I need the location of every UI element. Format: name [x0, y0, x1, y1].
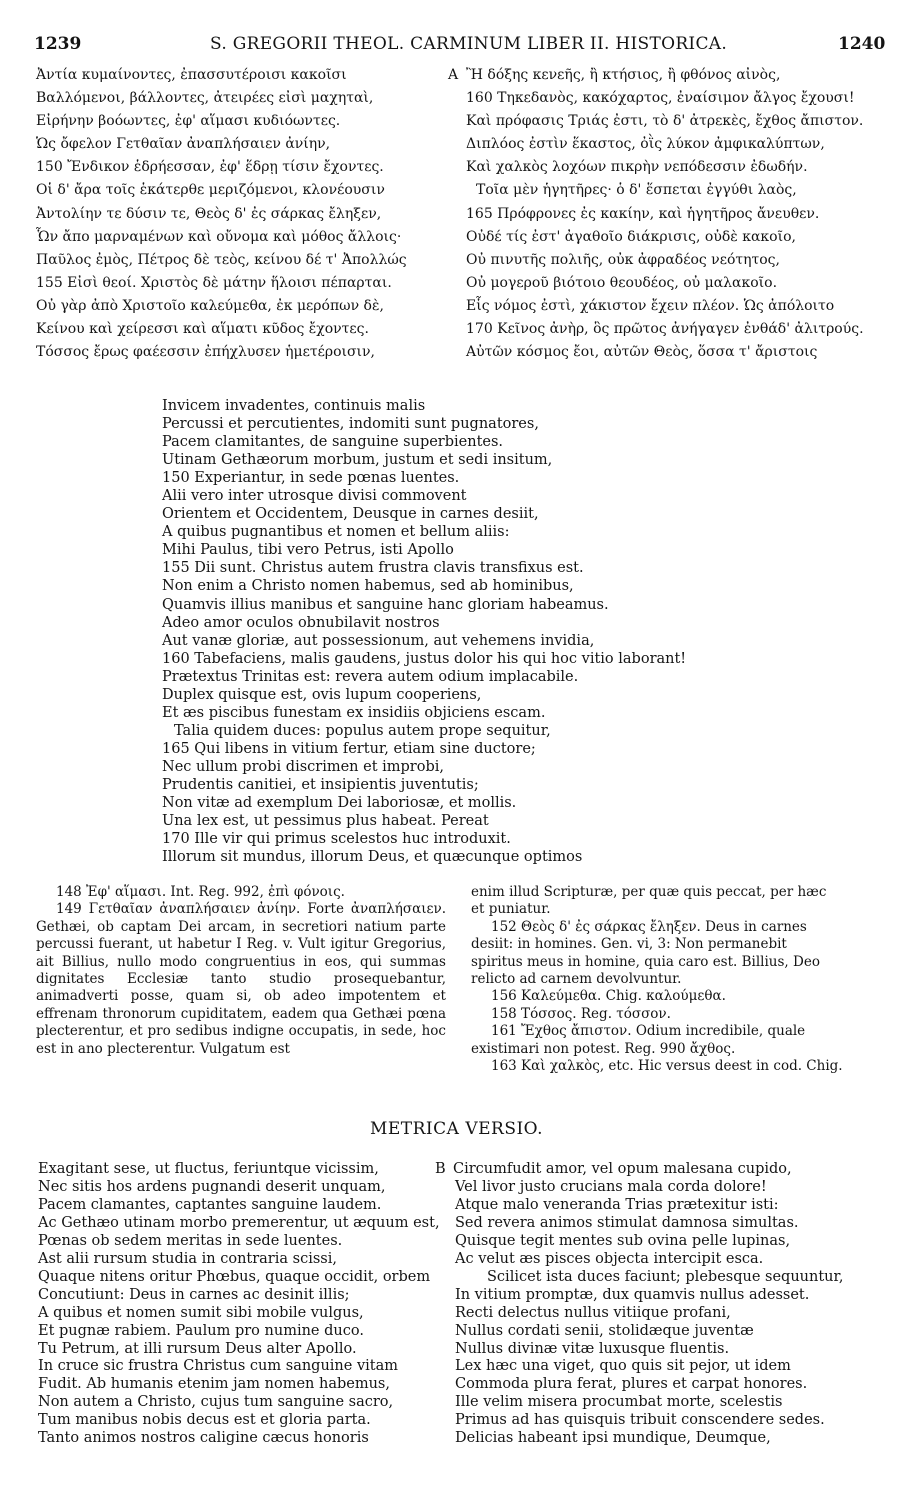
page-number-right: 1240 [838, 34, 886, 54]
greek-line: 160 Τηκεδανὸς, κακόχαρτος, ἐναίσιμον ἄλγος ἔχουσι! [466, 90, 855, 107]
footnote-line: spiritus meus in homine, quia caro est. Billius, Deo [471, 953, 820, 970]
footnote-line: desiit: in homines. Gen. vi, 3: Non permanebit [471, 936, 787, 953]
greek-line: 150 Ἔνδικον ἑδρήεσσαν, ἐφ' ἕδρῃ τίσιν ἔχοντες. [36, 159, 384, 176]
latin-line: Nec ullum probi discrimen et improbi, [162, 758, 444, 775]
footnote-line: existimari non potest. Reg. 990 ἄχθος. [471, 1040, 736, 1057]
greek-text-right-column [448, 64, 864, 364]
verse-line: Commoda plura ferat, plures et carpat honores. [455, 1376, 808, 1393]
footnote-line: 158 Τόσσος. Reg. τόσσον. [491, 1005, 671, 1022]
latin-line: Illorum sit mundus, illorum Deus, et quæcunque optimos [162, 849, 583, 866]
greek-line: Παῦλος ἐμὸς, Πέτρος δὲ τεὸς, κείνου δέ τ' Ἀπολλώς [36, 251, 407, 268]
latin-line: 160 Tabefaciens, malis gaudens, justus dolor his qui hoc vitio laborant! [162, 650, 687, 667]
greek-line: Οὐ μογεροῦ βιότοιο θεουδέος, οὐ μαλακοῖο. [466, 274, 778, 291]
verse-line: Lex hæc una viget, quo quis sit pejor, ut idem [455, 1358, 791, 1375]
latin-line: Percussi et percutientes, indomiti sunt pugnatores, [162, 416, 539, 433]
greek-line: Καὶ πρόφασις Τριάς ἐστι, τὸ δ' ἀτρεκὲς, ἔχθος ἄπιστον. [466, 113, 864, 130]
verse-line: Recti delectus nullus vitiique profani, [455, 1304, 731, 1321]
greek-line: Οὐ γὰρ ἀπὸ Χριστοῖο καλεύμεθα, ἐκ μερόπων δὲ, [36, 297, 384, 314]
latin-line: 155 Dii sunt. Christus autem frustra clavis transfixus est. [162, 560, 584, 577]
latin-line: Non enim a Christo nomen habemus, sed ab hominibus, [162, 578, 574, 595]
verse-line: Non autem a Christo, cujus tum sanguine sacro, [38, 1394, 394, 1411]
latin-line: Prætextus Trinitas est: revera autem odium implacabile. [162, 668, 579, 685]
greek-line: Ἢ δόξης κενεῆς, ἢ κτήσιος, ἢ φθόνος αἰνὸς, [466, 67, 781, 83]
footnote-line: 161 Ἔχθος ἄπιστον. Odium incredibile, quale [491, 1023, 806, 1040]
verse-line: Nec sitis hos ardens pugnandi deserit unquam, [38, 1178, 386, 1195]
greek-line: Ὧν ἄπο μαρναμένων καὶ οὔνομα καὶ μόθος ἄλλοις· [36, 228, 402, 245]
section-title: METRICA VERSIO. [369, 1119, 544, 1139]
greek-line: Βαλλόμενοι, βάλλοντες, ἀτειρέες εἰσὶ μαχηταὶ, [36, 90, 374, 107]
verse-line: Scilicet ista duces faciunt; plebesque sequuntur, [487, 1268, 844, 1285]
verse-line: Et pugnæ rabiem. Paulum pro numine duco. [38, 1322, 364, 1339]
page-number-left: 1239 [34, 34, 82, 54]
footnote-line: 152 Θεὸς δ' ἐς σάρκας ἔληξεν. Deus in carnes [491, 918, 807, 935]
latin-line: Non vitæ ad exemplum Dei laboriosæ, et mollis. [162, 795, 517, 812]
column-marker-b: B [435, 1161, 446, 1177]
verse-line: Pacem clamantes, captantes sanguine laudem. [38, 1196, 382, 1213]
latin-line: Duplex quisque est, ovis lupum cooperiens, [162, 686, 482, 703]
verse-line: Quisque tegit mentes sub ovina pelle lupinas, [455, 1232, 791, 1249]
verse-line: Tanto animos nostros caligine cæcus honoris [38, 1430, 369, 1447]
greek-text-left-column [36, 64, 407, 364]
verse-line: Sed revera animos stimulat damnosa simultas. [455, 1214, 799, 1231]
greek-line: Ἀντολίην τε δύσιν τε, Θεὸς δ' ἐς σάρκας ἔληξεν, [36, 205, 382, 222]
latin-line: Talia quidem duces: populus autem prope sequitur, [174, 722, 551, 739]
latin-line: A quibus pugnantibus et nomen et bellum aliis: [162, 524, 510, 541]
greek-line: Οἱ δ' ἄρα τοῖς ἑκάτερθε μεριζόμενοι, κλονέουσιν [36, 182, 385, 199]
verse-line: Ille velim misera procumbat morte, scelestis [455, 1394, 783, 1411]
greek-line: Τοῖα μὲν ἡγητῆρες· ὁ δ' ἕσπεται ἐγγύθι λαὸς, [476, 182, 797, 199]
latin-line: Orientem et Occidentem, Deusque in carnes desiit, [162, 506, 539, 523]
verse-line: In vitium promptæ, dux quamvis nullus adesset. [455, 1286, 810, 1303]
latin-line: Adeo amor oculos obnubilavit nostros [162, 614, 440, 631]
greek-line: Ὡς ὄφελον Γετθαῖαν ἀναπλήσαιεν ἀνίην, [36, 136, 331, 153]
verse-right-column [435, 1161, 844, 1448]
greek-line: Εἰρήνην βοόωντες, ἐφ' αἵμασι κυδιόωντες. [36, 113, 341, 130]
greek-line: Τόσσος ἔρως φαέεσσιν ἐπήχλυσεν ἡμετέροισιν, [36, 344, 376, 361]
latin-line: 170 Ille vir qui primus scelestos huc introduxit. [162, 831, 511, 848]
footnote-line: relicto ad carnem devolvuntur. [471, 971, 682, 988]
greek-line: Εἷς νόμος ἐστὶ, χάκιστον ἔχειν πλέον. Ὡς ἀπόλοιτο [466, 297, 835, 314]
latin-line: Prudentis canitiei, et insipientis juventutis; [162, 776, 479, 793]
latin-line: Alii vero inter utrosque divisi commovent [162, 488, 467, 505]
verse-line: Nullus divinæ vitæ luxusque fluentis. [455, 1340, 730, 1357]
greek-line: 165 Πρόφρονες ἐς κακίην, καὶ ἡγητῆρος ἄνευθεν. [466, 205, 820, 222]
verse-line: Tum manibus nobis decus est et gloria parta. [38, 1412, 371, 1429]
verse-line: Pœnas ob sedem meritas in sede luentes. [38, 1232, 343, 1249]
verse-line: Concutiunt: Deus in carnes ac desinit illis; [38, 1286, 350, 1303]
greek-line: Κείνου καὶ χείρεσσι καὶ αἵματι κῦδος ἔχοντες. [36, 321, 369, 338]
footnote-line: 163 Καὶ χαλκὸς, etc. Hic versus deest in cod. Chig. [491, 1058, 843, 1075]
notes-right-column [471, 884, 883, 1075]
latin-line: Utinam Gethæorum morbum, justum et sedi insitum, [162, 452, 553, 469]
verse-line: Quaque nitens oritur Phœbus, quaque occidit, orbem [38, 1268, 431, 1285]
latin-line: 165 Qui libens in vitium fertur, etiam sine ductore; [162, 740, 536, 757]
footnote-line: et puniatur. [471, 901, 551, 918]
verse-line: Ast alii rursum studia in contraria scissi, [38, 1250, 337, 1267]
latin-line: Quamvis illius manibus et sanguine hanc gloriam habeamus. [162, 596, 609, 613]
footnote-line: 156 Καλεύμεθα. Chig. καλούμεθα. [491, 988, 726, 1005]
verse-line: Delicias habeant ipsi mundique, Deumque, [455, 1430, 771, 1447]
notes-left-column [36, 884, 446, 1058]
greek-line: Ἀντία κυμαίνοντες, ἐπασσυτέροισι κακοῖσι [36, 67, 347, 83]
latin-line: Mihi Paulus, tibi vero Petrus, isti Apollo [162, 542, 454, 559]
verse-line: A quibus et nomen sumit sibi mobile vulgus, [38, 1304, 364, 1321]
verse-line: In cruce sic frustra Christus cum sanguine vitam [38, 1358, 399, 1375]
verse-line: Fudit. Ab humanis etenim jam nomen habemus, [38, 1376, 390, 1393]
latin-line: 150 Experiantur, in sede pœnas luentes. [162, 470, 460, 487]
latin-line: Et æs piscibus funestam ex insidiis objiciens escam. [162, 704, 546, 721]
verse-line: Exagitant sese, ut fluctus, feriuntque vicissim, [38, 1161, 379, 1177]
greek-line: 155 Εἰσὶ θεοί. Χριστὸς δὲ μάτην ἥλοισι πέπαρται. [36, 274, 392, 291]
greek-line: Οὐ πινυτῆς πολιῆς, οὐκ ἀφραδέος νεότητος, [466, 251, 780, 268]
verse-line: Atque malo veneranda Trias prætexitur isti: [455, 1196, 779, 1213]
latin-line: Una lex est, ut pessimus plus habeat. Pereat [162, 813, 489, 830]
footnote: 148 Ἐφ' αἵμασι. Int. Reg. 992, ἐπὶ φόνοις. [56, 884, 345, 900]
verse-line: Ac Gethæo utinam morbo premerentur, ut æquum est, [38, 1214, 440, 1231]
verse-line: Circumfudit amor, vel opum malesana cupido, [453, 1161, 792, 1177]
latin-line: Pacem clamitantes, de sanguine superbientes. [162, 434, 504, 451]
running-head: S. GREGORII THEOL. CARMINUM LIBER II. HISTORICA. [210, 34, 728, 54]
column-marker-a: A [448, 67, 459, 83]
footnote-line: enim illud Scripturæ, per quæ quis peccat, per hæc [471, 884, 827, 900]
verse-line: Ac velut æs pisces objecta intercipit esca. [455, 1250, 764, 1267]
greek-line: Οὐδέ τίς ἐστ' ἀγαθοῖο διάκρισις, οὐδὲ κακοῖο, [466, 228, 796, 245]
latin-line: Invicem invadentes, continuis malis [162, 398, 426, 414]
latin-translation [162, 397, 686, 866]
footnote: 149 Γετθαῖαν ἀναπλήσαιεν ἀνίην. Forte ἀναπλήσαιεν. Gethæi, ob captam Dei arcam, in secretiori natium parte percussi fuerant, ut habetur I Reg. v. Vult igitur Gregorius, ait Billius, nullo modo congruentius in eos, qui summas dignitates Ecclesiæ tanto studio prosequebantur, animadverti posse, quam si, ob adeo impotentem et effrenam thronorum cupiditatem, eadem qua Gethæi pœna plecterentur, et pro sedibus indigne occupatis, in sede, hoc est in ano plecterentur. Vulgatum est [36, 901, 446, 1057]
greek-line: Καὶ χαλκὸς λοχόων πικρὴν νεπόδεσσιν ἐδωδήν. [466, 159, 808, 176]
verse-left-column [38, 1161, 440, 1448]
greek-line: 170 Κεῖνος ἀνὴρ, ὃς πρῶτος ἀνήγαγεν ἐνθάδ' ἀλιτρούς. [466, 321, 864, 338]
verse-line: Tu Petrum, at illi rursum Deus alter Apollo. [38, 1340, 357, 1357]
latin-line: Aut vanæ gloriæ, aut possessionum, aut vehemens invidia, [162, 632, 595, 649]
greek-line: Αὐτῶν κόσμος ἔοι, αὐτῶν Θεὸς, ὅσσα τ' ἄριστοις [466, 344, 818, 361]
greek-line: Διπλόος ἐστὶν ἕκαστος, ὀῒς λύκον ἀμφικαλύπτων, [466, 136, 825, 153]
verse-line: Vel livor justo crucians mala corda dolore! [455, 1178, 767, 1195]
verse-line: Nullus cordati senii, stolidæque juventæ [455, 1322, 754, 1339]
verse-line: Primus ad has quisquis tribuit conscendere sedes. [455, 1412, 825, 1429]
